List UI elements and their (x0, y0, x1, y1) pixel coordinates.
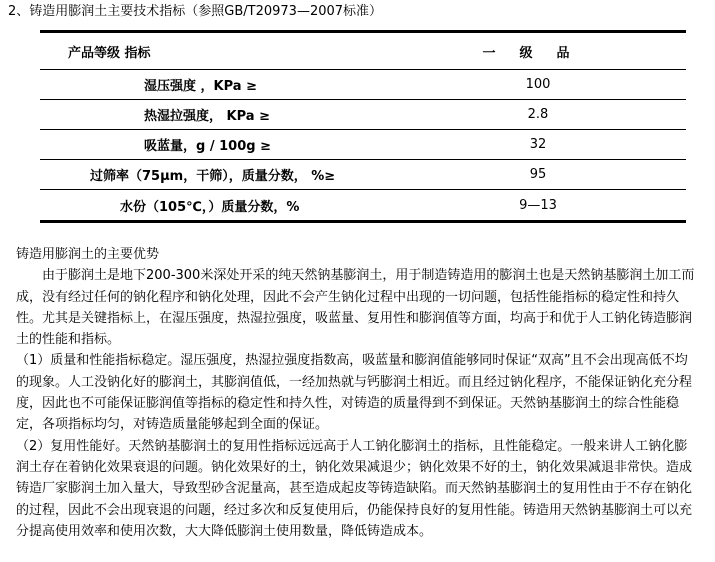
row-value: 2.8 (390, 100, 686, 130)
advantages-section (16, 244, 700, 542)
row-value: 32 (390, 130, 686, 160)
table-row (40, 160, 686, 190)
table-row (40, 130, 686, 160)
table-row (40, 190, 686, 222)
row-value: 9—13 (390, 190, 686, 222)
spec-table (40, 30, 686, 223)
row-label: 水份（105℃，）质量分数，% (40, 190, 390, 222)
advantages-title: 铸造用膨润土的主要优势 (16, 247, 160, 262)
advantages-point-2: （2）复用性能好。天然钠基膨润土的复用性指标远远高于人工钠化膨润土的指标，且性能稳定。一般来讲人工钠化膨润土存在着钠化效果衰退的问题。钠化效果好的土，钠化效果减退少；钠化效果不好的土，钠化效果减退非常快。造成铸造厂家膨润土加入量大，导致型砂含泥量高，甚至造成起皮等铸造缺陷。而天然钠基膨润土的复用性由于不存在钠化的过程，因此不会出现衰退的问题，经过多次和反复使用后，仍能保持良好的复用性能。铸造用天然钠基膨润土可以充分提高使用效率和使用次数，大大降低膨润土使用数量，降低铸造成本。 (16, 438, 693, 539)
header-grade: 一级品 (390, 32, 686, 70)
table-row (40, 100, 686, 130)
row-value: 95 (390, 160, 686, 190)
row-label: 湿压强度 ，KPa ≥ (40, 70, 390, 100)
row-value: 100 (390, 70, 686, 100)
table-row (40, 70, 686, 100)
row-label: 热湿拉强度， KPa ≥ (40, 100, 390, 130)
advantages-point-1: （1）质量和性能指标稳定。湿压强度，热湿拉强度指数高，吸蓝量和膨润值能够同时保证“双高”且不会出现高低不均的现象。人工没钠化好的膨润土，其膨润值低，一经加热就与钙膨润土相近。而且经过钠化程序，不能保证钠化充分程度，因此也不可能保证膨润值等指标的稳定性和持久性，对铸造的质量得到不到保证。天然钠基膨润土的综合性能稳定，各项指标均匀，对铸造质量能够起到全面的保证。 (16, 353, 693, 433)
row-label: 过筛率（75μm，干筛），质量分数， %≥ (40, 160, 390, 190)
row-label: 吸蓝量，g / 100g ≥ (40, 130, 390, 160)
table-header-row (40, 32, 686, 70)
header-label: 产品等级 指标 (40, 32, 390, 70)
section-heading: 2、铸造用膨润土主要技术指标（参照GB/T20973—2007标准） (8, 4, 383, 19)
advantages-intro: 由于膨润土是地下200-300米深处开采的纯天然钠基膨润土，用于制造铸造用的膨润土也是天然钠基膨润土加工而成，没有经过任何的钠化程序和钠化处理，因此不会产生钠化过程中出现的一切问题，包括性能指标的稳定性和持久性。尤其是关键指标上，在湿压强度，热湿拉强度，吸蓝量、复用性和膨润值等方面，均高于和优于人工钠化铸造膨润土的性能和指标。 (16, 268, 695, 348)
